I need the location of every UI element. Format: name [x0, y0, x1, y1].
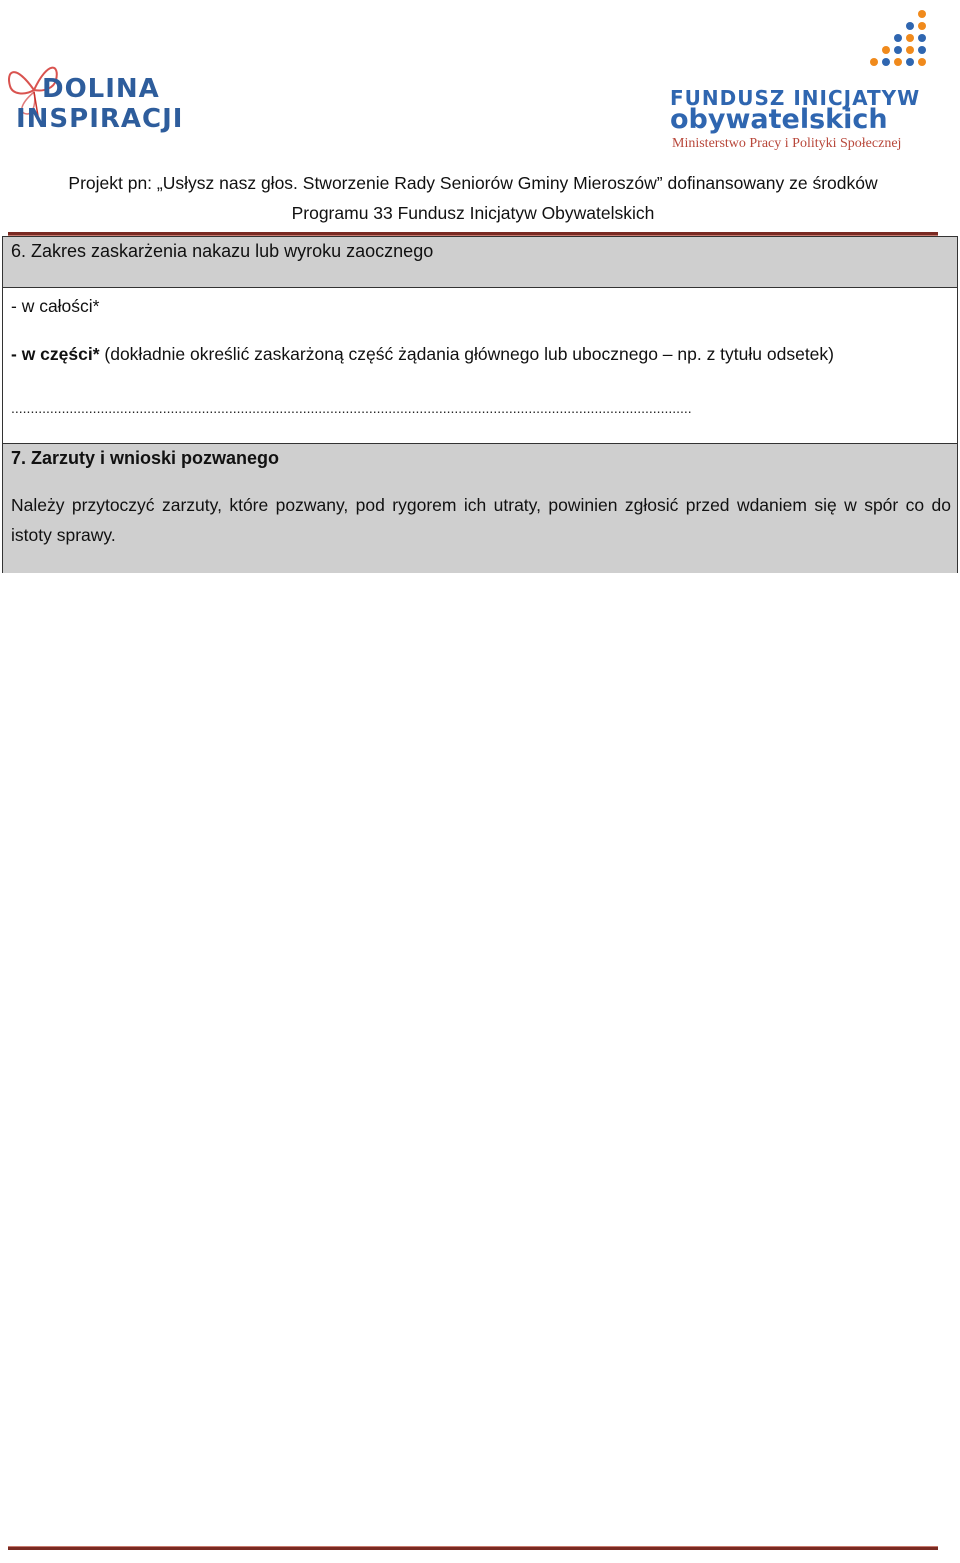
logo-right-line1: FUNDUSZ INICJATYW: [670, 86, 921, 110]
project-info: [0, 168, 946, 228]
logo-right-line3: Ministerstwo Pracy i Polityki Społecznej: [672, 136, 902, 151]
section7-title: 7. Zarzuty i wnioski pozwanego: [11, 448, 280, 468]
option-full: - w całości*: [11, 296, 100, 316]
logo-left-line2: INSPIRACJI: [16, 104, 184, 134]
option-partial: [11, 344, 834, 365]
option-partial-description: (dokładnie określić zaskarżoną część żądania głównego lub ubocznego – np. z tytułu odsetek): [99, 344, 834, 364]
section6-title: 6. Zakres zaskarżenia nakazu lub wyroku zaocznego: [11, 241, 434, 261]
section6-body: [3, 288, 957, 443]
fio-logo: [664, 6, 954, 156]
footer-divider: [8, 1546, 938, 1550]
logo-left-line1: DOLINA: [42, 74, 160, 104]
option-partial-label: - w części*: [11, 344, 100, 364]
section7: [3, 443, 957, 573]
dolina-inspiracji-logo: [4, 48, 184, 140]
logo-right-line2: obywatelskich: [670, 104, 888, 135]
section7-text: Należy przytoczyć zarzuty, które pozwany, pod rygorem ich utraty, powinien zgłosić przed wdaniem się w spór co do istoty sprawy.: [11, 495, 951, 545]
project-line-1: Projekt pn: „Usłysz nasz głos. Stworzenie Rady Seniorów Gminy Mieroszów” dofinansowany ze środków: [68, 173, 878, 193]
project-line-2: Programu 33 Fundusz Inicjatyw Obywatelskich: [291, 203, 655, 223]
section6-header: [3, 237, 957, 288]
fill-in-line[interactable]: ...............................................................................................................................................................................: [11, 400, 692, 416]
page-header: [0, 0, 960, 236]
dots-graphic-icon: [862, 6, 942, 76]
form-table: [2, 236, 958, 573]
